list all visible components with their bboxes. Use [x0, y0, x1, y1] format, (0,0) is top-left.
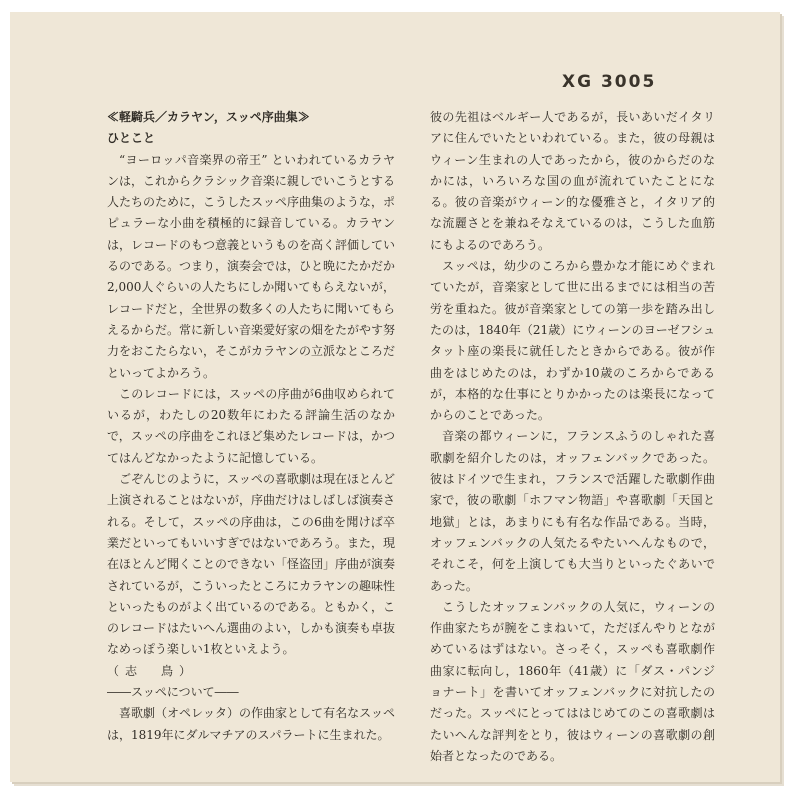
section-heading: ――スッペについて――: [107, 685, 239, 700]
paragraph: こうしたオッフェンバックの人気に，ウィーンの作曲家たちが腕をこまねいて，ただぼんやりとながめているはずはない。さっそく，スッペも喜歌劇作曲家に転向し，1860年（41歳）に「ダス・パンジョナート」を書いてオッフェンバックに対抗したのだった。スッペにとってははじめてのこの喜歌劇はたいへんな評判をとり，彼はウィーンの喜歌劇の創始者となったのである。: [430, 599, 715, 763]
paragraph: このレコードには，スッペの序曲が6曲収められているが，わたしの20数年にわたる評論生活のなかで，スッペの序曲をこれほど集めたレコードは，かつてはんどなかったように記憶している。: [107, 386, 395, 465]
paragraph: 彼の先祖はベルギー人であるが，長いあいだイタリアに住んでいたといわれている。また，彼の母親はウィーン生まれの人であったから，彼のからだのなかには，いろいろな国の血が流れていたことになる。彼の音楽がウィーン的な優雅さと，イタリア的な流麗さとを兼ねそなえているのは，こうした血筋にもよるのであろう。: [430, 110, 715, 252]
paragraph: 喜歌劇（オペレッタ）の作曲家として有名なスッペは，1819年にダルマチアのスパラートに生まれた。: [107, 706, 395, 742]
article-subtitle: ひとこと: [107, 131, 156, 146]
right-column: [430, 107, 715, 767]
record-sleeve-page: [10, 12, 780, 782]
article-title: ≪軽騎兵／カラヤン，スッペ序曲集≫: [107, 110, 310, 124]
catalog-number: XG 3005: [562, 72, 657, 92]
paragraph: “ヨーロッパ音楽界の帝王” といわれているカラヤンは，これからクラシック音楽に親しでいこうとする人たちのために，こうしたスッペ序曲集のような，ポピュラーな小曲を積極的に録音している。カラヤンは，レコードのもつ意義というものを高く評価しているのである。つまり，演奏会では，ひと晩にたかだか2,000人ぐらいの人たちにしか聞いてもらえないが，レコードだと，全世界の数多くの人たちに聞いてもらえるからだ。常に新しい音楽愛好家の畑をたがやす努力をおこたらない，そこがカラヤンの立派なところだといってよかろう。: [107, 152, 396, 380]
paragraph: ごぞんじのように，スッペの喜歌劇は現在ほとんど上演されることはないが，序曲だけはしばしば演奏される。そして，スッペの序曲は，この6曲を聞けば卒業だといってもいいすぎではないであろう。また，現在ほとんど聞くことのできない「怪盗団」序曲が演奏されているが，こういったところにカラヤンの趣味性といったものがよく出ているのである。ともかく，このレコードはたいへん選曲のよい，しかも演奏も卓抜なめっぽう楽しい1枚といえよう。: [107, 472, 396, 657]
author-signature: （志 鳥）: [107, 663, 198, 678]
paragraph: 音楽の都ウィーンに，フランスふうのしゃれた喜歌劇を紹介したのは，オッフェンバックであった。彼はドイツで生まれ，フランスで活躍した歌劇作曲家で，彼の歌劇「ホフマン物語」や喜歌劇「天国と地獄」とは，あまりにも有名な作品である。当時，オッフェンバックの人気たるやたいへんなもので，それこそ，何を上演しても大当りといったぐあいであった。: [430, 429, 715, 593]
paragraph: スッペは，幼少のころから豊かな才能にめぐまれていたが，音楽家として世に出るまでには相当の苦労を重ねた。彼が音楽家としての第一歩を踏み出したのは，1840年（21歳）にウィーンのヨーゼフシュタット座の楽長に就任したときからである。彼が作曲をはじめたのは，わずか10歳のころからであるが，本格的な仕事にとりかかったのは楽長になってからのことであった。: [430, 259, 715, 423]
left-column: [107, 107, 395, 746]
